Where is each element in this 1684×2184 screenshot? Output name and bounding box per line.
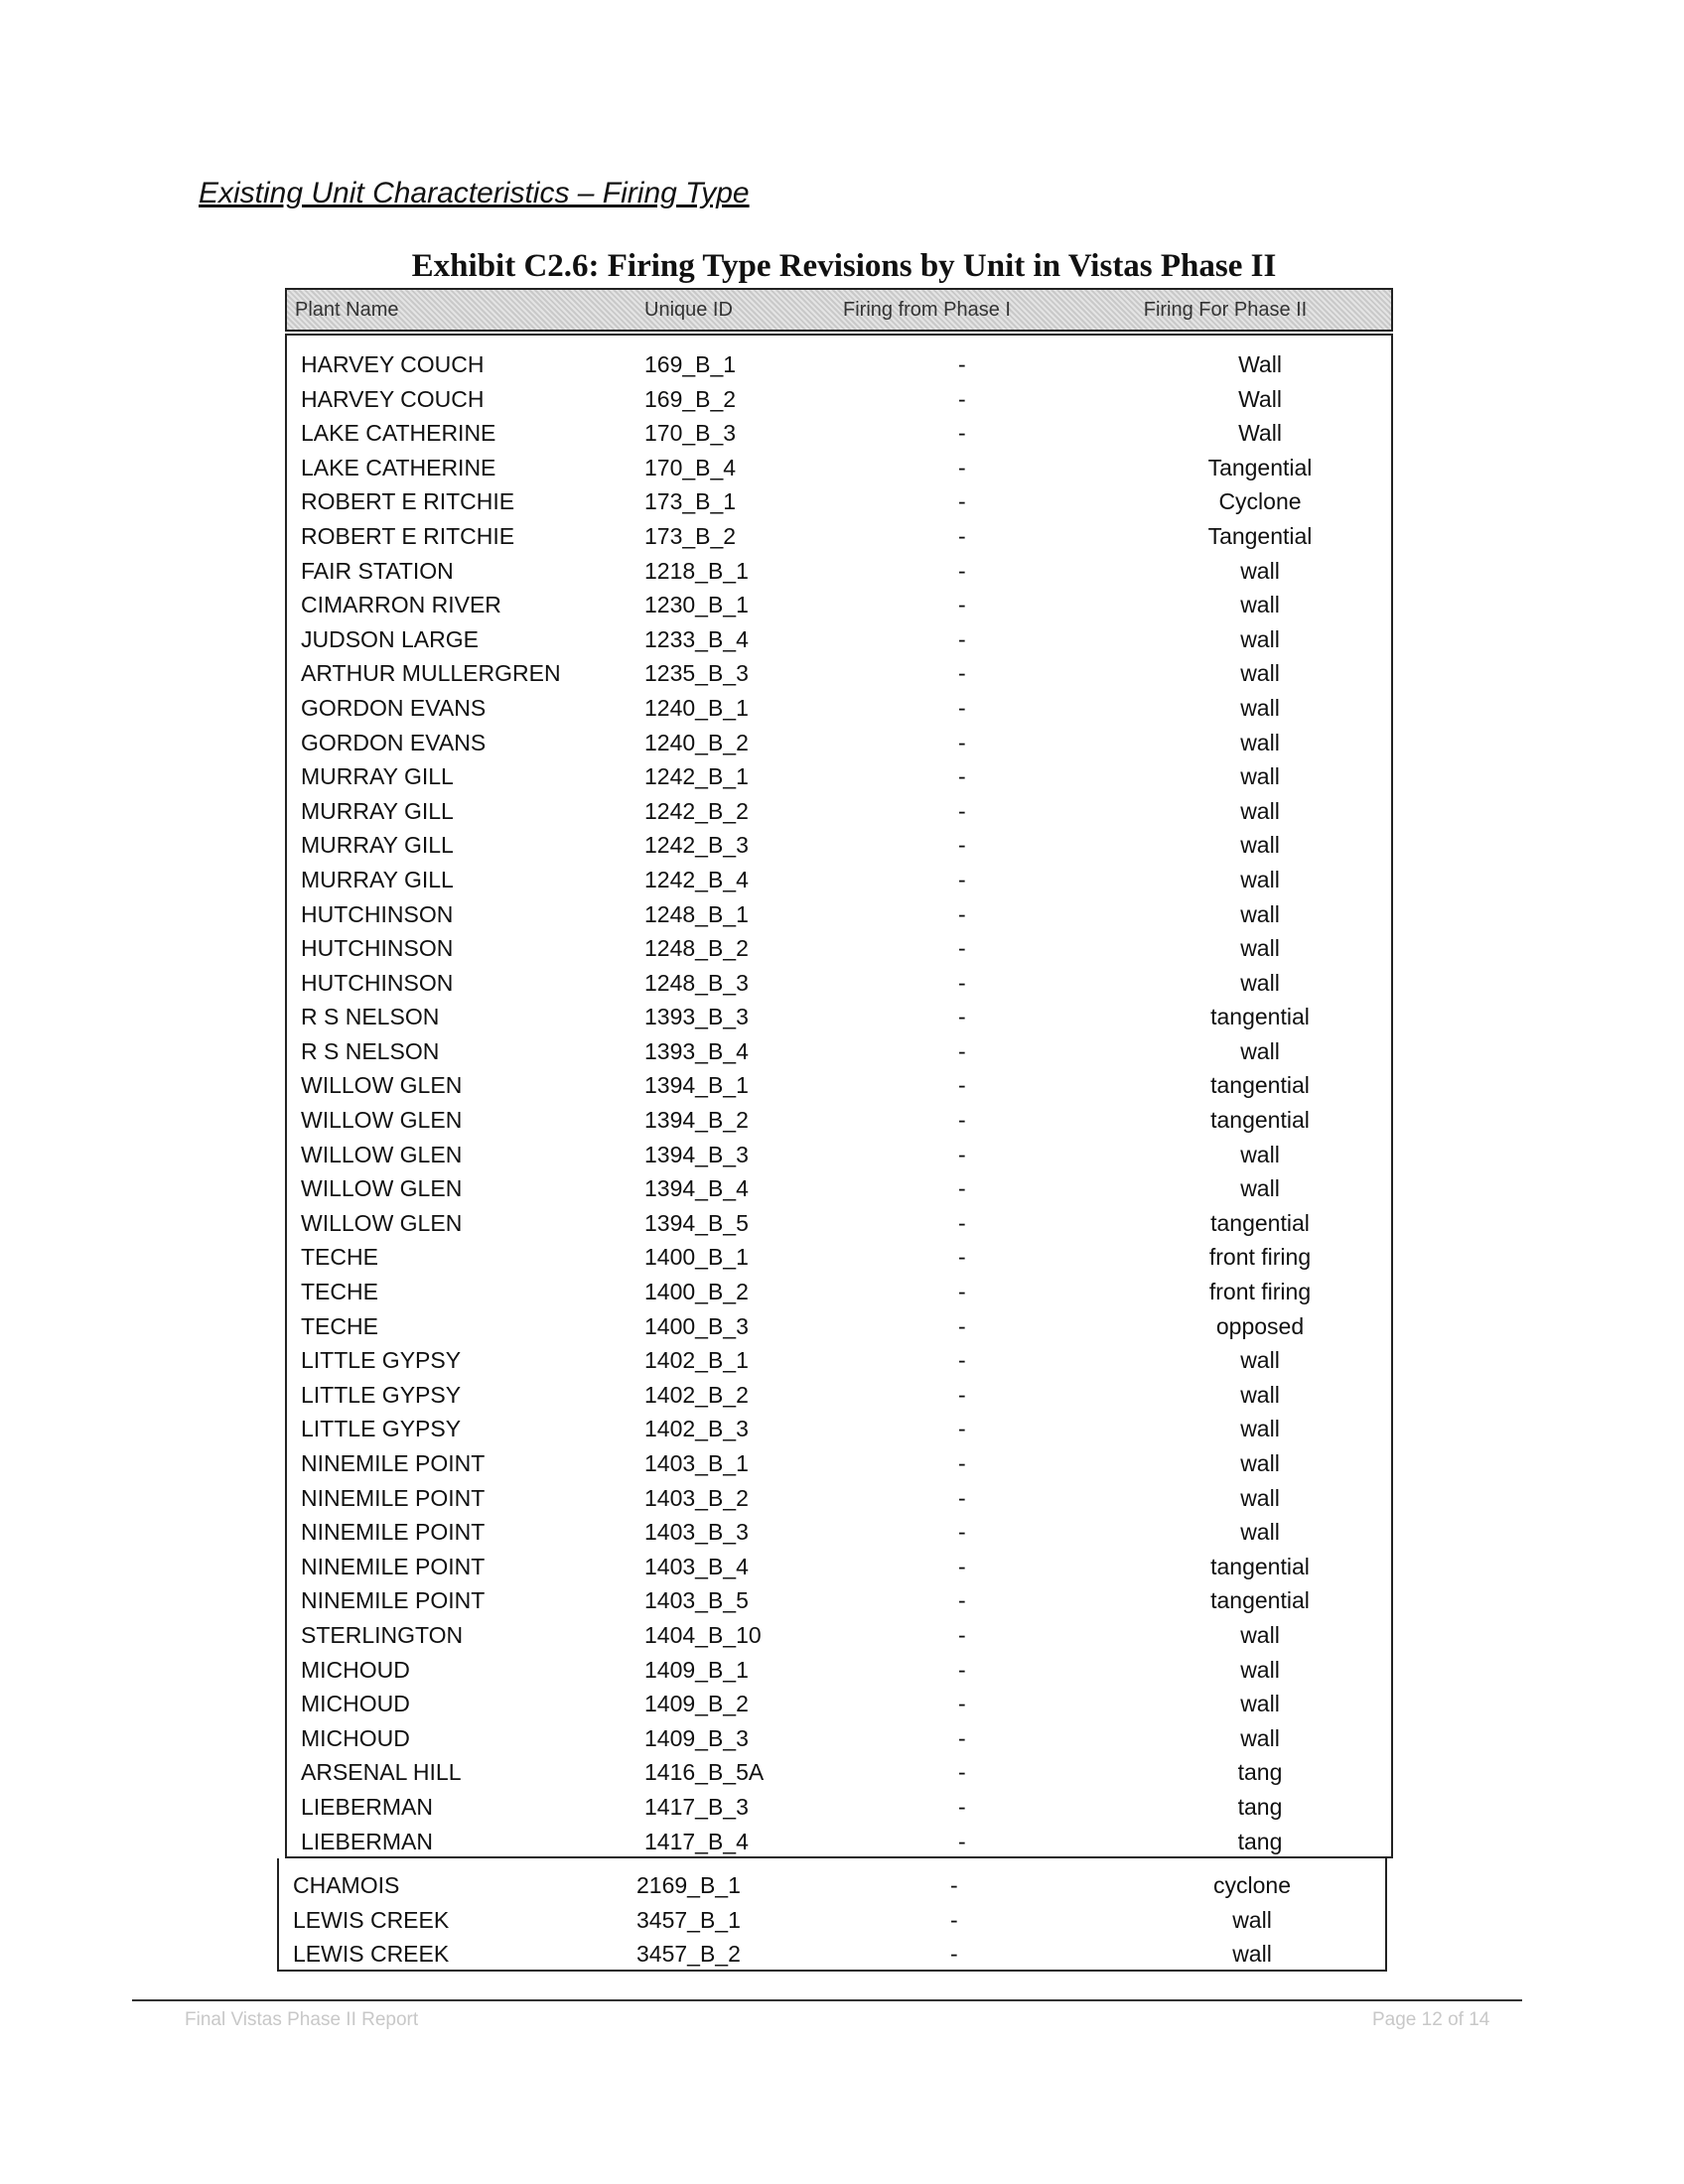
cell-plant-name: MURRAY GILL (301, 797, 454, 824)
firing-type-table (285, 288, 1393, 1972)
cell-firing-phase-2: front firing (1208, 1244, 1312, 1271)
cell-unique-id: 173_B_1 (644, 488, 737, 515)
header-plant-name: Plant Name (295, 299, 399, 321)
cell-firing-phase-1: - (958, 454, 966, 480)
cell-unique-id: 1403_B_4 (644, 1553, 749, 1579)
table-row (287, 1548, 1391, 1582)
cell-firing-phase-1: - (958, 1037, 966, 1064)
cell-plant-name: WILLOW GLEN (301, 1175, 463, 1202)
cell-unique-id: 3457_B_2 (636, 1941, 741, 1968)
table-row (287, 861, 1391, 895)
cell-firing-phase-2: wall (1240, 1519, 1280, 1546)
cell-unique-id: 1403_B_2 (644, 1484, 749, 1511)
cell-plant-name: FAIR STATION (301, 557, 454, 584)
table-row (287, 1204, 1391, 1239)
cell-firing-phase-1: - (958, 592, 966, 618)
cell-firing-phase-2: Tangential (1207, 522, 1313, 549)
table-row (287, 380, 1391, 415)
table-row (287, 586, 1391, 620)
cell-plant-name: CIMARRON RIVER (301, 592, 501, 618)
cell-firing-phase-2: Wall (1238, 351, 1282, 377)
table-row (287, 1032, 1391, 1067)
cell-firing-phase-1: - (958, 1553, 966, 1579)
cell-plant-name: NINEMILE POINT (301, 1519, 486, 1546)
cell-firing-phase-1: - (958, 900, 966, 927)
footer-rule (132, 1999, 1522, 2001)
cell-unique-id: 1400_B_3 (644, 1312, 749, 1339)
cell-unique-id: 1242_B_2 (644, 797, 749, 824)
cell-plant-name: ARTHUR MULLERGREN (301, 660, 561, 687)
cell-unique-id: 170_B_3 (644, 420, 737, 447)
cell-unique-id: 1403_B_3 (644, 1519, 749, 1546)
cell-unique-id: 1242_B_3 (644, 832, 749, 859)
cell-firing-phase-1: - (958, 1175, 966, 1202)
table-row (287, 1616, 1391, 1651)
table-row (287, 1685, 1391, 1719)
cell-firing-phase-2: tangential (1210, 1004, 1310, 1030)
cell-firing-phase-2: wall (1232, 1941, 1272, 1968)
cell-unique-id: 169_B_2 (644, 385, 737, 412)
cell-firing-phase-2: wall (1240, 866, 1280, 892)
cell-plant-name: TECHE (301, 1279, 378, 1305)
cell-firing-phase-1: - (958, 1312, 966, 1339)
cell-firing-phase-1: - (958, 832, 966, 859)
table-row (287, 1136, 1391, 1170)
cell-plant-name: GORDON EVANS (301, 729, 487, 755)
cell-firing-phase-1: - (950, 1941, 958, 1968)
cell-firing-phase-2: wall (1240, 969, 1280, 996)
cell-firing-phase-1: - (958, 351, 966, 377)
table-row (287, 1410, 1391, 1444)
cell-plant-name: WILLOW GLEN (301, 1141, 463, 1167)
cell-plant-name: GORDON EVANS (301, 694, 487, 721)
cell-unique-id: 1409_B_1 (644, 1656, 749, 1683)
table-row (287, 1066, 1391, 1101)
cell-firing-phase-2: wall (1240, 1724, 1280, 1751)
table-row (287, 1101, 1391, 1136)
cell-plant-name: WILLOW GLEN (301, 1107, 463, 1134)
cell-plant-name: HARVEY COUCH (301, 351, 485, 377)
cell-plant-name: LEWIS CREEK (293, 1906, 450, 1933)
cell-unique-id: 1403_B_1 (644, 1450, 749, 1476)
cell-firing-phase-1: - (958, 1759, 966, 1786)
cell-firing-phase-2: wall (1240, 1656, 1280, 1683)
table-row (287, 449, 1391, 483)
table-row (287, 654, 1391, 689)
header-unique-id: Unique ID (644, 299, 733, 321)
cell-plant-name: LIEBERMAN (301, 1793, 433, 1820)
table-row (287, 1444, 1391, 1479)
cell-plant-name: ROBERT E RITCHIE (301, 488, 515, 515)
cell-unique-id: 1394_B_1 (644, 1072, 749, 1099)
table-row (287, 689, 1391, 724)
cell-unique-id: 1242_B_4 (644, 866, 749, 892)
cell-plant-name: LITTLE GYPSY (301, 1416, 462, 1442)
cell-unique-id: 1409_B_2 (644, 1691, 749, 1717)
cell-unique-id: 1417_B_3 (644, 1793, 749, 1820)
table-row (279, 1901, 1385, 1936)
cell-unique-id: 1393_B_3 (644, 1004, 749, 1030)
cell-firing-phase-2: tangential (1210, 1553, 1310, 1579)
cell-unique-id: 1404_B_10 (644, 1621, 762, 1648)
cell-plant-name: HARVEY COUCH (301, 385, 485, 412)
cell-unique-id: 1248_B_1 (644, 900, 749, 927)
cell-firing-phase-2: wall (1240, 660, 1280, 687)
table-row (287, 1238, 1391, 1273)
cell-plant-name: NINEMILE POINT (301, 1587, 486, 1614)
cell-plant-name: NINEMILE POINT (301, 1450, 486, 1476)
table-row (287, 345, 1391, 380)
table-row (287, 1581, 1391, 1616)
cell-plant-name: TECHE (301, 1244, 378, 1271)
cell-plant-name: MURRAY GILL (301, 763, 454, 790)
cell-unique-id: 1242_B_1 (644, 763, 749, 790)
table-row (287, 964, 1391, 999)
footer-left-text: Final Vistas Phase II Report (185, 2009, 419, 2030)
cell-plant-name: LEWIS CREEK (293, 1941, 450, 1968)
cell-firing-phase-1: - (958, 1244, 966, 1271)
table-row (287, 1169, 1391, 1204)
cell-firing-phase-1: - (958, 1484, 966, 1511)
cell-firing-phase-1: - (958, 420, 966, 447)
cell-plant-name: NINEMILE POINT (301, 1553, 486, 1579)
cell-unique-id: 3457_B_1 (636, 1906, 741, 1933)
cell-firing-phase-1: - (958, 1347, 966, 1374)
cell-firing-phase-2: tang (1237, 1793, 1283, 1820)
cell-plant-name: HUTCHINSON (301, 935, 454, 962)
cell-firing-phase-1: - (958, 935, 966, 962)
cell-plant-name: R S NELSON (301, 1004, 440, 1030)
cell-firing-phase-2: Wall (1238, 385, 1282, 412)
cell-firing-phase-2: wall (1240, 592, 1280, 618)
cell-unique-id: 1400_B_1 (644, 1244, 749, 1271)
table-row (287, 1753, 1391, 1788)
cell-firing-phase-1: - (958, 1724, 966, 1751)
cell-unique-id: 2169_B_1 (636, 1872, 741, 1899)
cell-unique-id: 1240_B_2 (644, 729, 749, 755)
table-row (287, 620, 1391, 655)
cell-unique-id: 1409_B_3 (644, 1724, 749, 1751)
cell-plant-name: HUTCHINSON (301, 900, 454, 927)
table-row (287, 414, 1391, 449)
cell-plant-name: ARSENAL HILL (301, 1759, 462, 1786)
cell-unique-id: 170_B_4 (644, 454, 737, 480)
table-row (287, 895, 1391, 930)
cell-firing-phase-1: - (958, 1656, 966, 1683)
cell-unique-id: 1394_B_2 (644, 1107, 749, 1134)
table-row (287, 1376, 1391, 1411)
header-firing-phase-1: Firing from Phase I (843, 299, 1011, 321)
cell-firing-phase-2: wall (1240, 557, 1280, 584)
cell-plant-name: MURRAY GILL (301, 832, 454, 859)
cell-plant-name: ROBERT E RITCHIE (301, 522, 515, 549)
cell-firing-phase-2: wall (1240, 1450, 1280, 1476)
cell-unique-id: 1402_B_3 (644, 1416, 749, 1442)
table-row (287, 792, 1391, 827)
table-row (287, 1273, 1391, 1307)
cell-firing-phase-2: wall (1240, 1416, 1280, 1442)
cell-firing-phase-2: wall (1240, 1484, 1280, 1511)
cell-firing-phase-2: front firing (1208, 1279, 1312, 1305)
header-firing-phase-2: Firing For Phase II (1143, 299, 1308, 321)
cell-firing-phase-1: - (950, 1906, 958, 1933)
cell-firing-phase-1: - (958, 1587, 966, 1614)
cell-firing-phase-1: - (958, 729, 966, 755)
cell-firing-phase-1: - (958, 1793, 966, 1820)
cell-firing-phase-1: - (958, 522, 966, 549)
table-row (287, 1719, 1391, 1754)
cell-plant-name: CHAMOIS (293, 1872, 400, 1899)
cell-firing-phase-1: - (958, 763, 966, 790)
cell-unique-id: 1403_B_5 (644, 1587, 749, 1614)
cell-firing-phase-2: Wall (1238, 420, 1282, 447)
cell-firing-phase-2: tang (1237, 1828, 1283, 1854)
cell-unique-id: 1417_B_4 (644, 1828, 749, 1854)
cell-firing-phase-1: - (958, 1004, 966, 1030)
cell-firing-phase-2: wall (1240, 1037, 1280, 1064)
cell-unique-id: 1394_B_5 (644, 1209, 749, 1236)
cell-firing-phase-1: - (958, 1072, 966, 1099)
cell-firing-phase-1: - (958, 969, 966, 996)
cell-plant-name: R S NELSON (301, 1037, 440, 1064)
cell-firing-phase-2: wall (1232, 1906, 1272, 1933)
cell-firing-phase-2: tangential (1210, 1209, 1310, 1236)
cell-firing-phase-1: - (958, 866, 966, 892)
table-header (285, 288, 1393, 332)
cell-firing-phase-2: cyclone (1213, 1872, 1291, 1899)
cell-plant-name: MICHOUD (301, 1656, 410, 1683)
cell-unique-id: 1416_B_5A (644, 1759, 765, 1786)
cell-unique-id: 1233_B_4 (644, 625, 749, 652)
table-body-block-2 (277, 1858, 1387, 1972)
table-row (287, 1788, 1391, 1823)
cell-firing-phase-1: - (958, 1279, 966, 1305)
cell-firing-phase-1: - (958, 1107, 966, 1134)
cell-firing-phase-2: wall (1240, 729, 1280, 755)
cell-unique-id: 1230_B_1 (644, 592, 749, 618)
table-row (287, 1513, 1391, 1548)
table-row (287, 1341, 1391, 1376)
cell-plant-name: LITTLE GYPSY (301, 1347, 462, 1374)
cell-firing-phase-1: - (958, 1141, 966, 1167)
cell-plant-name: MICHOUD (301, 1691, 410, 1717)
cell-unique-id: 1402_B_2 (644, 1381, 749, 1408)
cell-unique-id: 173_B_2 (644, 522, 737, 549)
cell-firing-phase-1: - (958, 660, 966, 687)
cell-firing-phase-2: wall (1240, 1381, 1280, 1408)
cell-firing-phase-2: wall (1240, 832, 1280, 859)
cell-firing-phase-2: Tangential (1207, 454, 1313, 480)
table-row (287, 757, 1391, 792)
table-row (287, 998, 1391, 1032)
table-row (287, 1651, 1391, 1686)
cell-firing-phase-2: tang (1237, 1759, 1283, 1786)
cell-plant-name: JUDSON LARGE (301, 625, 479, 652)
cell-firing-phase-2: opposed (1215, 1312, 1305, 1339)
cell-firing-phase-2: wall (1240, 1175, 1280, 1202)
cell-firing-phase-1: - (958, 1450, 966, 1476)
cell-plant-name: TECHE (301, 1312, 378, 1339)
cell-unique-id: 1402_B_1 (644, 1347, 749, 1374)
cell-firing-phase-1: - (958, 1828, 966, 1854)
cell-firing-phase-2: tangential (1210, 1107, 1310, 1134)
cell-unique-id: 169_B_1 (644, 351, 737, 377)
cell-plant-name: MURRAY GILL (301, 866, 454, 892)
table-row (287, 1823, 1391, 1857)
table-row (287, 929, 1391, 964)
table-row (287, 826, 1391, 861)
cell-firing-phase-1: - (958, 1691, 966, 1717)
cell-plant-name: HUTCHINSON (301, 969, 454, 996)
cell-firing-phase-1: - (958, 1381, 966, 1408)
cell-firing-phase-1: - (958, 488, 966, 515)
cell-unique-id: 1235_B_3 (644, 660, 749, 687)
cell-firing-phase-2: wall (1240, 763, 1280, 790)
table-row (287, 482, 1391, 517)
table-row (279, 1866, 1385, 1901)
cell-unique-id: 1248_B_3 (644, 969, 749, 996)
cell-firing-phase-2: wall (1240, 1347, 1280, 1374)
cell-firing-phase-1: - (958, 385, 966, 412)
exhibit-title: Exhibit C2.6: Firing Type Revisions by Unit in Vistas Phase II (411, 248, 1277, 284)
cell-firing-phase-1: - (958, 1621, 966, 1648)
cell-firing-phase-1: - (958, 1416, 966, 1442)
cell-unique-id: 1400_B_2 (644, 1279, 749, 1305)
cell-firing-phase-2: tangential (1210, 1587, 1310, 1614)
cell-firing-phase-2: wall (1240, 900, 1280, 927)
cell-plant-name: LITTLE GYPSY (301, 1381, 462, 1408)
section-heading: Existing Unit Characteristics – Firing Type (199, 177, 750, 209)
table-row (287, 724, 1391, 758)
cell-firing-phase-1: - (950, 1872, 958, 1899)
cell-firing-phase-2: tangential (1210, 1072, 1310, 1099)
cell-firing-phase-2: wall (1240, 797, 1280, 824)
cell-plant-name: WILLOW GLEN (301, 1209, 463, 1236)
table-row (287, 1307, 1391, 1342)
cell-unique-id: 1218_B_1 (644, 557, 749, 584)
table-row (279, 1935, 1385, 1970)
cell-firing-phase-1: - (958, 557, 966, 584)
cell-firing-phase-2: wall (1240, 1141, 1280, 1167)
cell-unique-id: 1248_B_2 (644, 935, 749, 962)
cell-plant-name: NINEMILE POINT (301, 1484, 486, 1511)
cell-plant-name: STERLINGTON (301, 1621, 464, 1648)
cell-plant-name: LAKE CATHERINE (301, 420, 496, 447)
cell-firing-phase-1: - (958, 797, 966, 824)
cell-unique-id: 1240_B_1 (644, 694, 749, 721)
cell-firing-phase-2: wall (1240, 694, 1280, 721)
cell-firing-phase-1: - (958, 694, 966, 721)
cell-firing-phase-2: wall (1240, 1621, 1280, 1648)
cell-firing-phase-2: Cyclone (1218, 488, 1302, 515)
cell-plant-name: MICHOUD (301, 1724, 410, 1751)
table-row (287, 1479, 1391, 1514)
cell-unique-id: 1393_B_4 (644, 1037, 749, 1064)
table-row (287, 552, 1391, 587)
cell-firing-phase-1: - (958, 1519, 966, 1546)
cell-firing-phase-2: wall (1240, 935, 1280, 962)
table-row (287, 517, 1391, 552)
cell-plant-name: WILLOW GLEN (301, 1072, 463, 1099)
cell-firing-phase-1: - (958, 625, 966, 652)
cell-plant-name: LIEBERMAN (301, 1828, 433, 1854)
cell-unique-id: 1394_B_4 (644, 1175, 749, 1202)
cell-firing-phase-2: wall (1240, 1691, 1280, 1717)
cell-plant-name: LAKE CATHERINE (301, 454, 496, 480)
cell-firing-phase-1: - (958, 1209, 966, 1236)
cell-unique-id: 1394_B_3 (644, 1141, 749, 1167)
cell-firing-phase-2: wall (1240, 625, 1280, 652)
table-body-block-1 (285, 334, 1393, 1858)
footer-page-number: Page 12 of 14 (1372, 2009, 1490, 2030)
